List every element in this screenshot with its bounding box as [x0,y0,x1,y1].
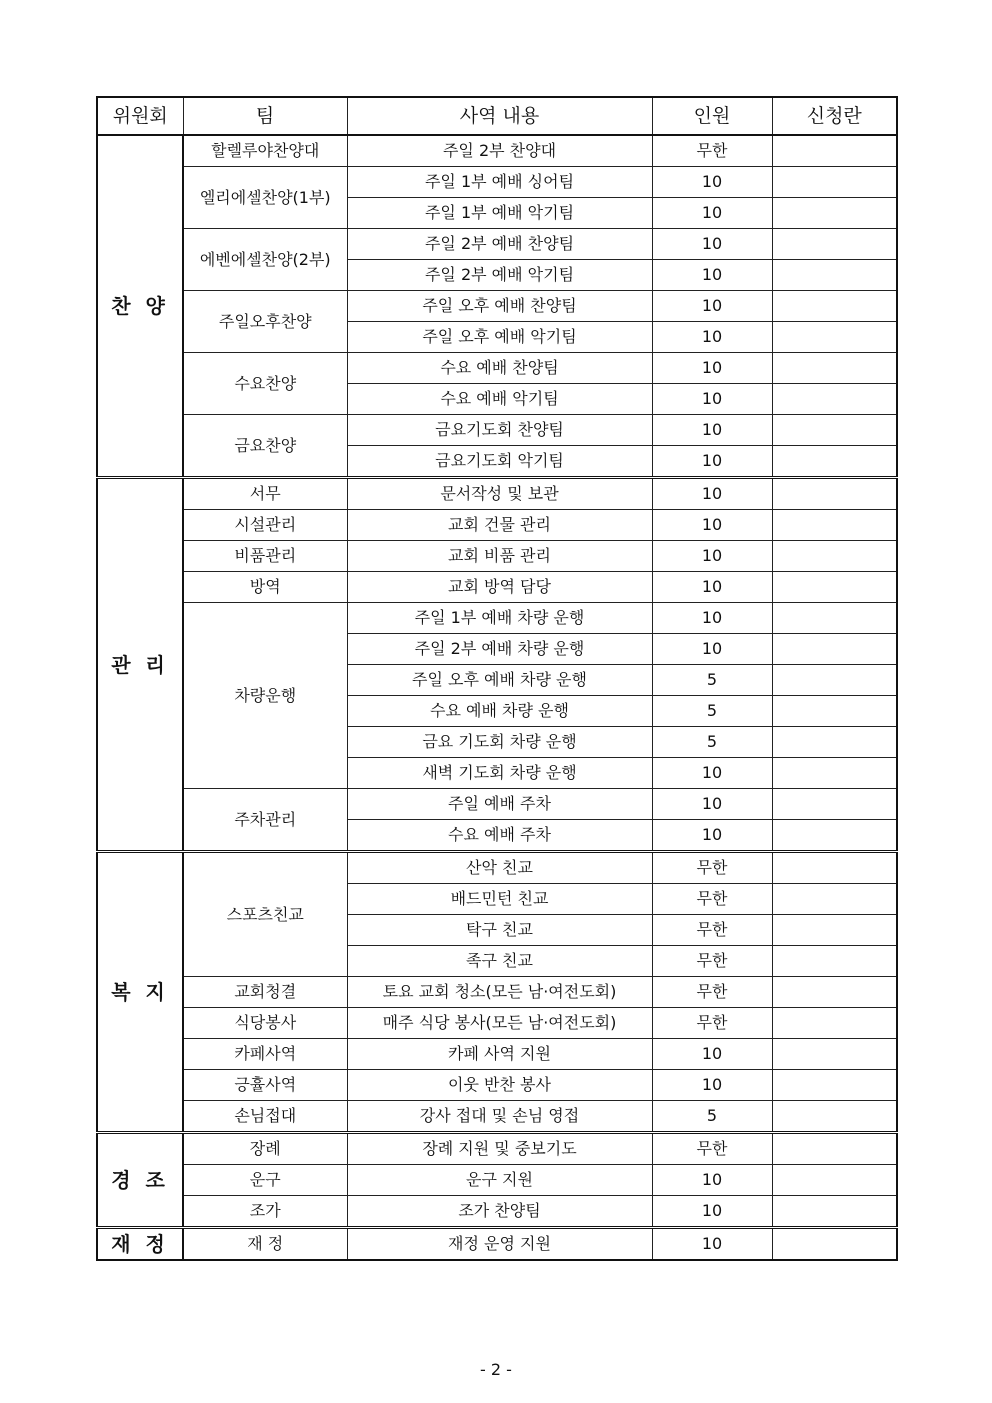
count-cell: 10 [652,541,772,572]
task-cell: 주일 1부 예배 싱어팀 [347,167,652,198]
count-cell: 10 [652,572,772,603]
task-cell: 교회 건물 관리 [347,510,652,541]
team-cell: 긍휼사역 [183,1070,347,1101]
table-body [97,135,897,1260]
committee-cell: 관 리 [97,478,183,852]
count-cell: 10 [652,1070,772,1101]
task-cell: 주일 1부 예배 악기팀 [347,198,652,229]
apply-cell[interactable] [772,1008,897,1039]
team-cell: 차량운행 [183,603,347,789]
table-row [97,572,897,603]
apply-cell[interactable] [772,167,897,198]
task-cell: 주일 2부 예배 차량 운행 [347,634,652,665]
apply-cell[interactable] [772,291,897,322]
header-committee: 위원회 [97,97,183,135]
task-cell: 수요 예배 찬양팀 [347,353,652,384]
team-cell: 운구 [183,1165,347,1196]
apply-cell[interactable] [772,665,897,696]
task-cell: 토요 교회 청소(모든 남·여전도회) [347,977,652,1008]
task-cell: 이웃 반찬 봉사 [347,1070,652,1101]
team-cell: 엘리에셀찬양(1부) [183,167,347,229]
count-cell: 10 [652,603,772,634]
apply-cell[interactable] [772,727,897,758]
apply-cell[interactable] [772,1039,897,1070]
count-cell: 10 [652,478,772,510]
count-cell: 무한 [652,852,772,884]
count-cell: 10 [652,291,772,322]
apply-cell[interactable] [772,977,897,1008]
task-cell: 운구 지원 [347,1165,652,1196]
volunteer-table [96,96,898,1261]
apply-cell[interactable] [772,820,897,852]
apply-cell[interactable] [772,884,897,915]
task-cell: 새벽 기도회 차량 운행 [347,758,652,789]
apply-cell[interactable] [772,260,897,291]
apply-cell[interactable] [772,322,897,353]
apply-cell[interactable] [772,446,897,478]
count-cell: 5 [652,727,772,758]
team-cell: 카페사역 [183,1039,347,1070]
team-cell: 에벤에셀찬양(2부) [183,229,347,291]
team-cell: 장례 [183,1133,347,1165]
table-row [97,789,897,820]
task-cell: 탁구 친교 [347,915,652,946]
task-cell: 문서작성 및 보관 [347,478,652,510]
count-cell: 10 [652,820,772,852]
apply-cell[interactable] [772,603,897,634]
count-cell: 무한 [652,135,772,167]
apply-cell[interactable] [772,1101,897,1133]
count-cell: 10 [652,789,772,820]
table-row [97,1070,897,1101]
apply-cell[interactable] [772,789,897,820]
committee-cell: 복 지 [97,852,183,1133]
task-cell: 카페 사역 지원 [347,1039,652,1070]
team-cell: 교회청결 [183,977,347,1008]
table-row [97,415,897,446]
count-cell: 무한 [652,884,772,915]
count-cell: 무한 [652,977,772,1008]
task-cell: 장례 지원 및 중보기도 [347,1133,652,1165]
apply-cell[interactable] [772,1196,897,1228]
team-cell: 식당봉사 [183,1008,347,1039]
apply-cell[interactable] [772,915,897,946]
team-cell: 금요찬양 [183,415,347,478]
task-cell: 매주 식당 봉사(모든 남·여전도회) [347,1008,652,1039]
team-cell: 서무 [183,478,347,510]
count-cell: 10 [652,198,772,229]
task-cell: 조가 찬양팀 [347,1196,652,1228]
count-cell: 10 [652,1039,772,1070]
task-cell: 재정 운영 지원 [347,1228,652,1261]
apply-cell[interactable] [772,946,897,977]
apply-cell[interactable] [772,353,897,384]
committee-cell: 경 조 [97,1133,183,1228]
team-cell: 비품관리 [183,541,347,572]
apply-cell[interactable] [772,541,897,572]
table-row [97,1008,897,1039]
task-cell: 수요 예배 주차 [347,820,652,852]
team-cell: 주일오후찬양 [183,291,347,353]
apply-cell[interactable] [772,198,897,229]
apply-cell[interactable] [772,229,897,260]
count-cell: 무한 [652,915,772,946]
apply-cell[interactable] [772,1165,897,1196]
table-row [97,291,897,322]
task-cell: 교회 방역 담당 [347,572,652,603]
count-cell: 10 [652,384,772,415]
apply-cell[interactable] [772,696,897,727]
table-row [97,167,897,198]
apply-cell[interactable] [772,135,897,167]
task-cell: 주일 2부 찬양대 [347,135,652,167]
count-cell: 10 [652,446,772,478]
count-cell: 10 [652,229,772,260]
page-number: - 2 - [480,1360,512,1379]
table-row [97,603,897,634]
task-cell: 배드민턴 친교 [347,884,652,915]
count-cell: 무한 [652,946,772,977]
count-cell: 10 [652,353,772,384]
apply-cell[interactable] [772,510,897,541]
apply-cell[interactable] [772,852,897,884]
count-cell: 5 [652,1101,772,1133]
task-cell: 금요기도회 찬양팀 [347,415,652,446]
team-cell: 수요찬양 [183,353,347,415]
table-row [97,541,897,572]
task-cell: 주일 2부 예배 악기팀 [347,260,652,291]
count-cell: 무한 [652,1008,772,1039]
team-cell: 시설관리 [183,510,347,541]
header-team: 팀 [183,97,347,135]
count-cell: 10 [652,167,772,198]
task-cell: 족구 친교 [347,946,652,977]
apply-cell[interactable] [772,384,897,415]
count-cell: 10 [652,1165,772,1196]
table-row [97,1101,897,1133]
task-cell: 산악 친교 [347,852,652,884]
count-cell: 10 [652,260,772,291]
table-row [97,1196,897,1228]
table-row [97,135,897,167]
team-cell: 조가 [183,1196,347,1228]
apply-cell[interactable] [772,634,897,665]
apply-cell[interactable] [772,1070,897,1101]
table-row [97,977,897,1008]
task-cell: 수요 예배 악기팀 [347,384,652,415]
task-cell: 주일 예배 주차 [347,789,652,820]
task-cell: 주일 1부 예배 차량 운행 [347,603,652,634]
task-cell: 금요 기도회 차량 운행 [347,727,652,758]
task-cell: 주일 오후 예배 찬양팀 [347,291,652,322]
team-cell: 재 정 [183,1228,347,1261]
team-cell: 주차관리 [183,789,347,852]
task-cell: 수요 예배 차량 운행 [347,696,652,727]
table-row [97,229,897,260]
table-row [97,852,897,884]
task-cell: 교회 비품 관리 [347,541,652,572]
count-cell: 10 [652,322,772,353]
count-cell: 10 [652,510,772,541]
apply-cell[interactable] [772,1228,897,1261]
apply-cell[interactable] [772,415,897,446]
apply-cell[interactable] [772,572,897,603]
header-task: 사역 내용 [347,97,652,135]
team-cell: 할렐루야찬양대 [183,135,347,167]
table-row [97,353,897,384]
task-cell: 강사 접대 및 손님 영접 [347,1101,652,1133]
count-cell: 10 [652,634,772,665]
table-row [97,1228,897,1261]
count-cell: 10 [652,415,772,446]
header-apply: 신청란 [772,97,897,135]
team-cell: 방역 [183,572,347,603]
committee-cell: 찬 양 [97,135,183,478]
header-row [97,97,897,135]
team-cell: 스포츠친교 [183,852,347,977]
task-cell: 금요기도회 악기팀 [347,446,652,478]
table-row [97,1039,897,1070]
table-row [97,478,897,510]
count-cell: 5 [652,696,772,727]
team-cell: 손님접대 [183,1101,347,1133]
count-cell: 10 [652,1228,772,1261]
task-cell: 주일 오후 예배 차량 운행 [347,665,652,696]
table-row [97,1165,897,1196]
count-cell: 무한 [652,1133,772,1165]
task-cell: 주일 2부 예배 찬양팀 [347,229,652,260]
table-row [97,510,897,541]
count-cell: 10 [652,1196,772,1228]
task-cell: 주일 오후 예배 악기팀 [347,322,652,353]
committee-cell: 재 정 [97,1228,183,1261]
header-count: 인원 [652,97,772,135]
apply-cell[interactable] [772,478,897,510]
apply-cell[interactable] [772,1133,897,1165]
apply-cell[interactable] [772,758,897,789]
count-cell: 5 [652,665,772,696]
count-cell: 10 [652,758,772,789]
table-row [97,1133,897,1165]
